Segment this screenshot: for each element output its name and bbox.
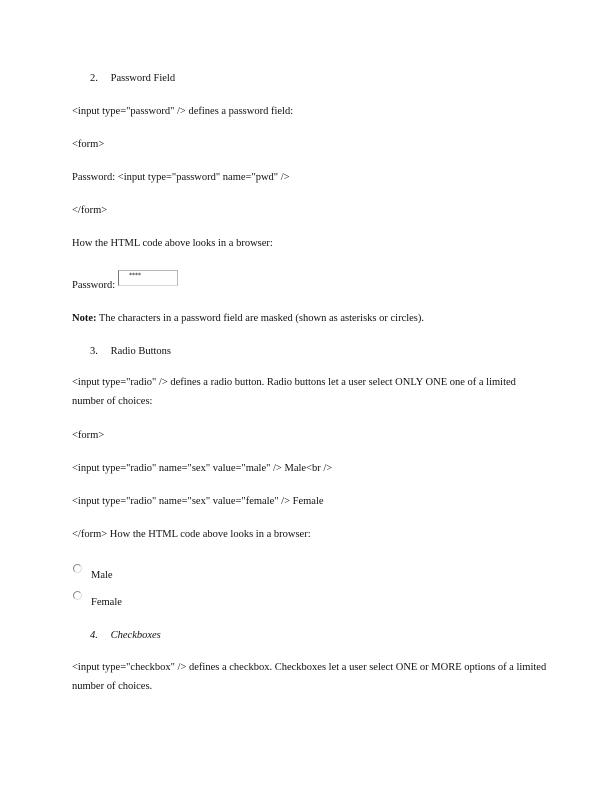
section-2-heading (90, 72, 175, 85)
checkbox-intro: <input type="checkbox" /> defines a checkbox. Checkboxes let a user select ONE or MORE options of a limited number of choices. (72, 662, 547, 692)
section-3-number: 3. (90, 346, 98, 357)
radio-label-female: Female (91, 597, 122, 608)
section-4-title: Checkboxes (110, 630, 161, 641)
note-label: Note: (72, 313, 97, 324)
section-2-number: 2. (90, 73, 98, 84)
radio-intro: <input type="radio" /> defines a radio button. Radio buttons let a user select ONLY ONE one of a limited number of choices: (72, 377, 516, 407)
radio-code-close-caption: </form> How the HTML code above looks in a browser: (72, 529, 311, 540)
section-2-title: Password Field (110, 73, 176, 84)
radio-code-female-line: <input type="radio" name="sex" value="female" /> Female (72, 496, 324, 507)
password-code-form-open: <form> (72, 139, 105, 150)
section-3-heading (90, 345, 171, 358)
section-3-title: Radio Buttons (110, 346, 172, 357)
section-4-heading (90, 629, 161, 642)
radio-code-form-open: <form> (72, 430, 105, 441)
password-code-form-close: </form> (72, 205, 108, 216)
note-text: The characters in a password field are masked (shown as asterisks or circles). (96, 313, 425, 324)
password-demo-label: Password: (72, 280, 116, 291)
password-code-input-line: Password: <input type="password" name="pwd" /> (72, 172, 290, 183)
password-intro: <input type="password" /> defines a password field: (72, 106, 294, 117)
password-note (72, 312, 424, 325)
radio-button-male[interactable] (73, 564, 82, 573)
password-browser-caption: How the HTML code above looks in a browser: (72, 238, 273, 249)
radio-code-male-line: <input type="radio" name="sex" value="male" /> Male<br /> (72, 463, 333, 474)
radio-label-male: Male (91, 570, 113, 581)
radio-button-female[interactable] (73, 591, 82, 600)
password-demo-input[interactable]: **** (118, 270, 178, 286)
section-4-number: 4. (90, 630, 98, 641)
